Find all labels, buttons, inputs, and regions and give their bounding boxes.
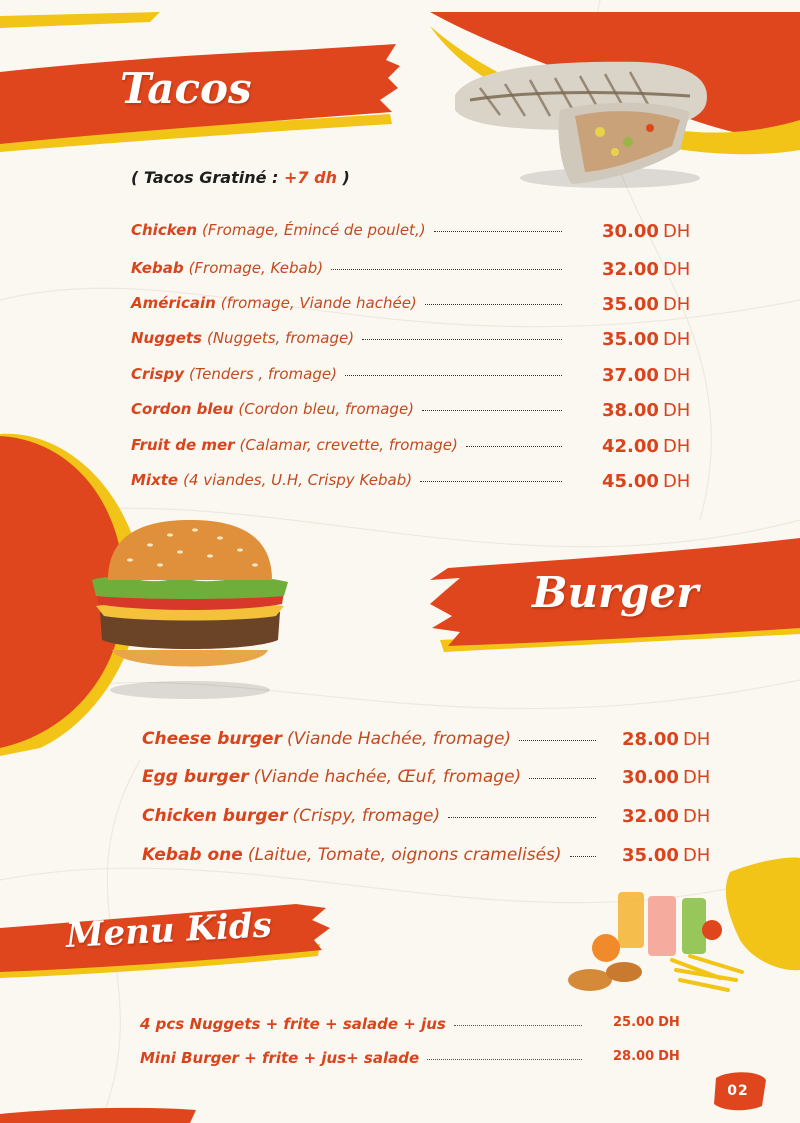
menu-item <box>142 729 711 750</box>
item-price <box>613 1015 680 1030</box>
item-name: Mini Burger + frite + jus+ salade <box>140 1049 420 1067</box>
menu-item <box>131 400 691 421</box>
dot-leader <box>448 817 596 818</box>
item-description: (Tenders , fromage) <box>189 365 337 383</box>
price-amount: 32.00 <box>602 259 659 280</box>
menu-item <box>140 1015 680 1033</box>
menu-item <box>131 329 691 350</box>
price-currency: DH <box>662 365 691 386</box>
item-price <box>622 729 710 750</box>
item-price <box>602 471 690 492</box>
price-amount: 25.00 <box>613 1015 655 1030</box>
price-currency: DH <box>658 1015 680 1030</box>
item-price <box>622 767 710 788</box>
price-currency: DH <box>682 767 711 788</box>
dot-leader <box>454 1025 582 1026</box>
dot-leader <box>427 1059 582 1060</box>
burger-photo <box>92 520 288 699</box>
tacos-gratine-note <box>131 168 350 187</box>
item-name: Mixte <box>131 471 179 489</box>
item-name: Chicken burger <box>142 806 288 826</box>
price-currency: DH <box>662 259 691 280</box>
menu-item <box>131 436 691 457</box>
item-price <box>602 436 690 457</box>
item-name: Egg burger <box>142 767 249 787</box>
dot-leader <box>420 481 562 482</box>
price-amount: 38.00 <box>602 400 659 421</box>
price-amount: 35.00 <box>622 845 679 866</box>
price-currency: DH <box>658 1049 680 1064</box>
price-currency: DH <box>662 471 691 492</box>
price-amount: 30.00 <box>602 221 659 242</box>
menu-item <box>131 221 691 242</box>
item-description: (Fromage, Émincé de poulet,) <box>202 221 426 239</box>
menu-item <box>142 845 711 866</box>
dot-leader <box>425 304 562 305</box>
price-currency: DH <box>662 436 691 457</box>
item-price <box>613 1049 680 1064</box>
item-name: Cheese burger <box>142 729 282 749</box>
gratine-label: ( Tacos Gratiné : <box>131 168 284 187</box>
kids-backdrop <box>726 858 800 971</box>
item-description: (Crispy, fromage) <box>292 806 441 826</box>
gratine-price: +7 dh <box>284 168 337 187</box>
menu-item <box>131 294 691 315</box>
item-description: (Viande hachée, Œuf, fromage) <box>253 767 522 787</box>
top-yellow-streak <box>0 12 160 28</box>
item-price <box>622 806 710 827</box>
tacos-wrap-photo <box>455 62 707 188</box>
item-name: Crispy <box>131 365 184 383</box>
price-currency: DH <box>662 329 691 350</box>
dot-leader <box>529 778 596 779</box>
price-currency: DH <box>682 806 711 827</box>
price-amount: 35.00 <box>602 329 659 350</box>
item-description: (Fromage, Kebab) <box>188 259 324 277</box>
item-price <box>602 365 690 386</box>
dot-leader <box>570 856 596 857</box>
menu-item <box>131 365 691 386</box>
dot-leader <box>434 231 562 232</box>
price-amount: 28.00 <box>622 729 679 750</box>
item-description: (4 viandes, U.H, Crispy Kebab) <box>183 471 413 489</box>
price-amount: 42.00 <box>602 436 659 457</box>
item-description: (Laitue, Tomate, oignons cramelisés) <box>247 845 562 865</box>
item-name: Américain <box>131 294 216 312</box>
dot-leader <box>519 740 596 741</box>
dot-leader <box>466 446 562 447</box>
price-currency: DH <box>662 221 691 242</box>
menu-item <box>142 767 711 788</box>
dot-leader <box>331 269 562 270</box>
menu-item <box>142 806 711 827</box>
burger-title: Burger <box>532 568 699 617</box>
kids-title: Menu Kids <box>64 905 273 956</box>
item-description: (Nuggets, fromage) <box>206 329 355 347</box>
page-number: 02 <box>727 1083 749 1099</box>
price-amount: 32.00 <box>622 806 679 827</box>
bottom-streak <box>0 1108 196 1123</box>
price-currency: DH <box>682 729 711 750</box>
tacos-title: Tacos <box>120 64 252 113</box>
price-currency: DH <box>682 845 711 866</box>
price-amount: 30.00 <box>622 767 679 788</box>
price-amount: 35.00 <box>602 294 659 315</box>
price-currency: DH <box>662 294 691 315</box>
dot-leader <box>362 339 562 340</box>
menu-item <box>131 259 691 280</box>
item-price <box>602 329 690 350</box>
item-name: Chicken <box>131 221 198 239</box>
item-name: Kebab <box>131 259 184 277</box>
item-description: (Cordon bleu, fromage) <box>238 400 415 418</box>
price-amount: 28.00 <box>613 1049 655 1064</box>
gratine-close: ) <box>336 168 350 187</box>
item-name: Nuggets <box>131 329 202 347</box>
kids-meal-photo <box>568 892 742 991</box>
item-description: (Calamar, crevette, fromage) <box>239 436 458 454</box>
price-currency: DH <box>662 400 691 421</box>
dot-leader <box>422 410 562 411</box>
item-price <box>622 845 710 866</box>
item-price <box>602 221 690 242</box>
item-name: Kebab one <box>142 845 243 865</box>
item-name: 4 pcs Nuggets + frite + salade + jus <box>140 1015 446 1033</box>
dot-leader <box>345 375 562 376</box>
item-price <box>602 294 690 315</box>
item-price <box>602 259 690 280</box>
menu-item <box>140 1049 680 1067</box>
menu-item <box>131 471 691 492</box>
item-price <box>602 400 690 421</box>
item-description: (fromage, Viande hachée) <box>220 294 417 312</box>
item-name: Fruit de mer <box>131 436 235 454</box>
item-description: (Viande Hachée, fromage) <box>286 729 512 749</box>
price-amount: 45.00 <box>602 471 659 492</box>
item-name: Cordon bleu <box>131 400 234 418</box>
price-amount: 37.00 <box>602 365 659 386</box>
